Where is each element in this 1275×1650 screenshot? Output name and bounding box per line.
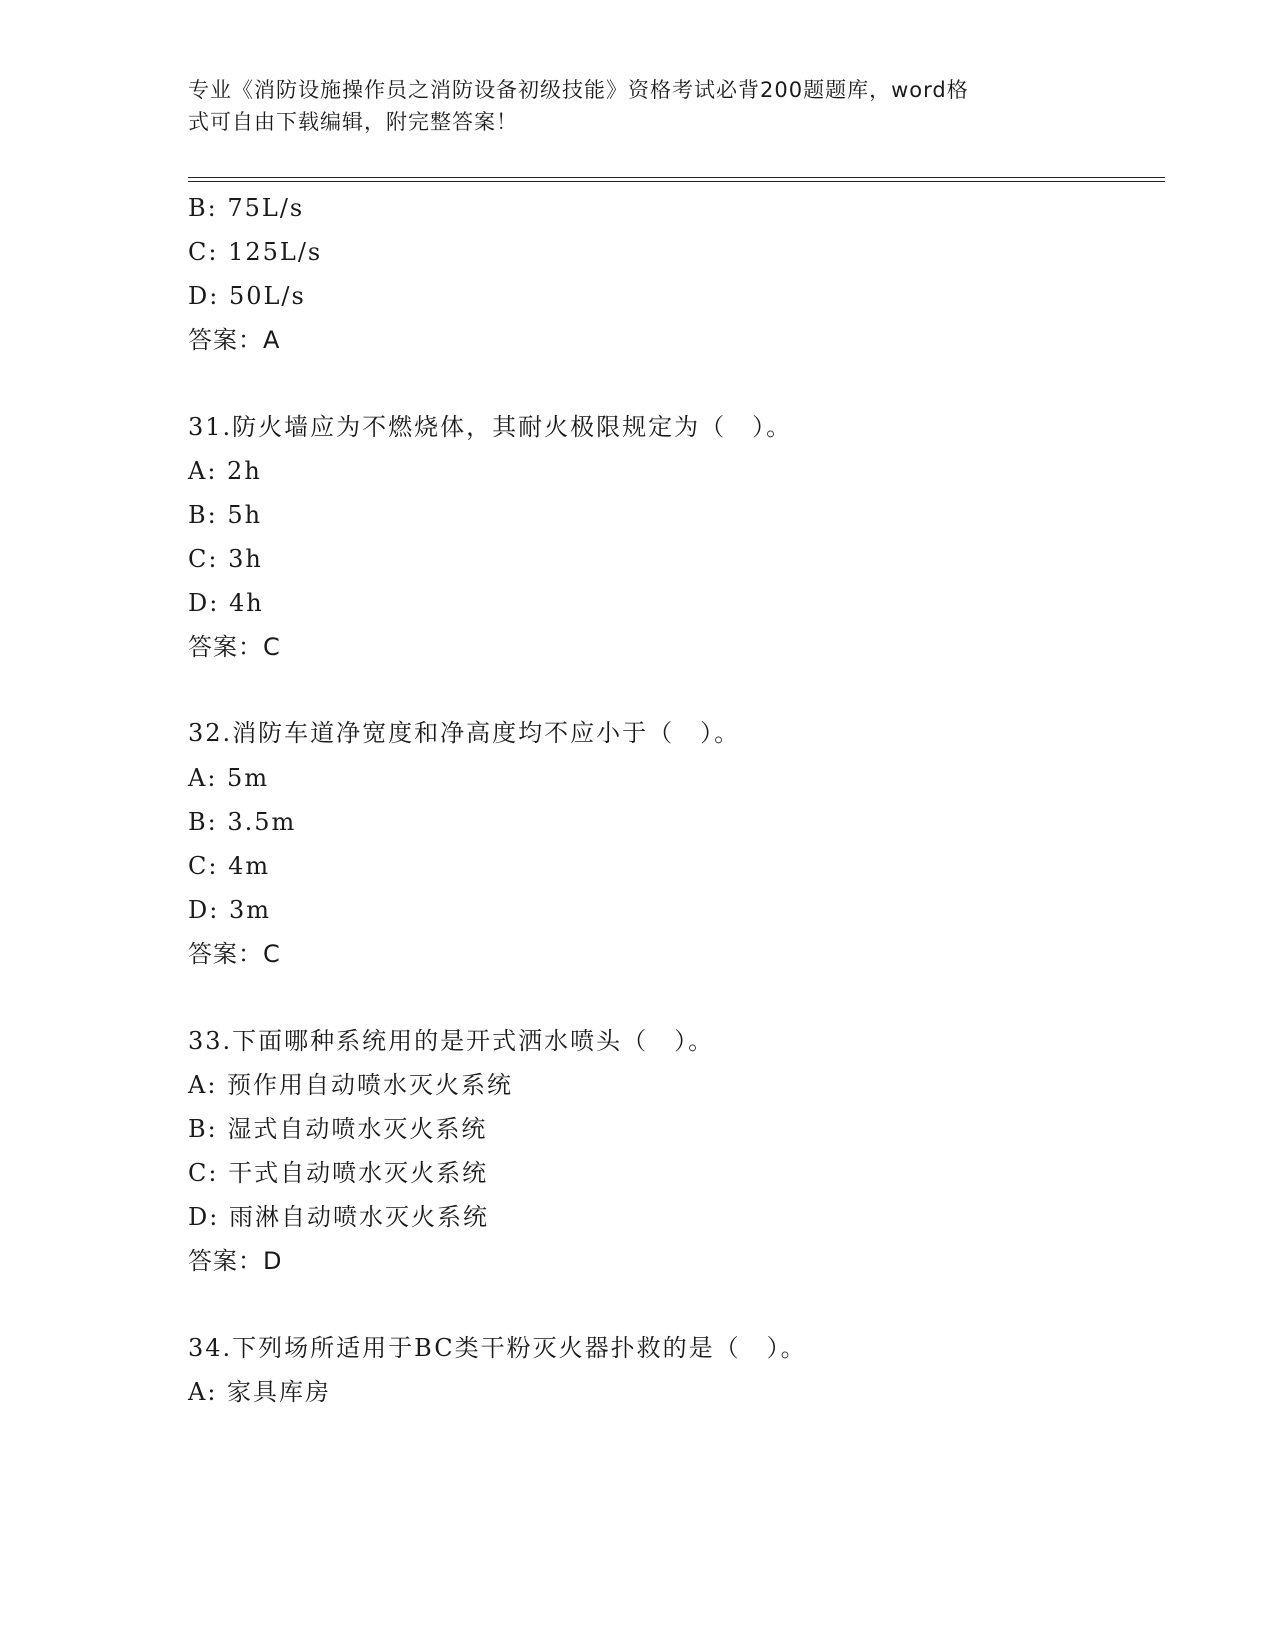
q31-option-b: B: 5h [188, 501, 263, 529]
q31-option-c: C: 3h [188, 545, 263, 573]
q34-question: 34.下列场所适用于BC类干粉灭火器扑救的是（ ）。 [188, 1334, 807, 1362]
q32-option-d: D: 3m [188, 896, 271, 924]
q32-option-c: C: 4m [188, 852, 271, 880]
header-line-2: 式可自由下载编辑，附完整答案！ [188, 110, 518, 134]
header-line-1: 专业《消防设施操作员之消防设备初级技能》资格考试必背200题题库，word格 [188, 78, 969, 102]
q30-option-d: D: 50L/s [188, 282, 306, 310]
header-divider-top [188, 177, 1165, 178]
q32-answer: 答案：C [188, 940, 281, 968]
q33-option-d: D: 雨淋自动喷水灭火系统 [188, 1203, 489, 1231]
q32-question: 32.消防车道净宽度和净高度均不应小于（ ）。 [188, 719, 741, 747]
q34-option-a: A: 家具库房 [188, 1378, 332, 1406]
q31-option-a: A: 2h [188, 457, 262, 485]
q30-option-b: B: 75L/s [188, 194, 305, 222]
q33-answer: 答案：D [188, 1247, 283, 1275]
header-divider-bottom [188, 181, 1165, 182]
q31-option-d: D: 4h [188, 589, 264, 617]
q31-question: 31.防火墙应为不燃烧体，其耐火极限规定为（ ）。 [188, 413, 793, 441]
q32-option-a: A: 5m [188, 764, 270, 792]
q30-answer: 答案：A [188, 326, 281, 354]
q32-option-b: B: 3.5m [188, 808, 297, 836]
q33-option-c: C: 干式自动喷水灭火系统 [188, 1159, 489, 1187]
q33-option-b: B: 湿式自动喷水灭火系统 [188, 1115, 488, 1143]
document-header [188, 74, 1068, 138]
q30-option-c: C: 125L/s [188, 238, 323, 266]
q31-answer: 答案：C [188, 633, 281, 661]
q33-question: 33.下面哪种系统用的是开式洒水喷头（ ）。 [188, 1027, 715, 1055]
q33-option-a: A: 预作用自动喷水灭火系统 [188, 1071, 514, 1099]
